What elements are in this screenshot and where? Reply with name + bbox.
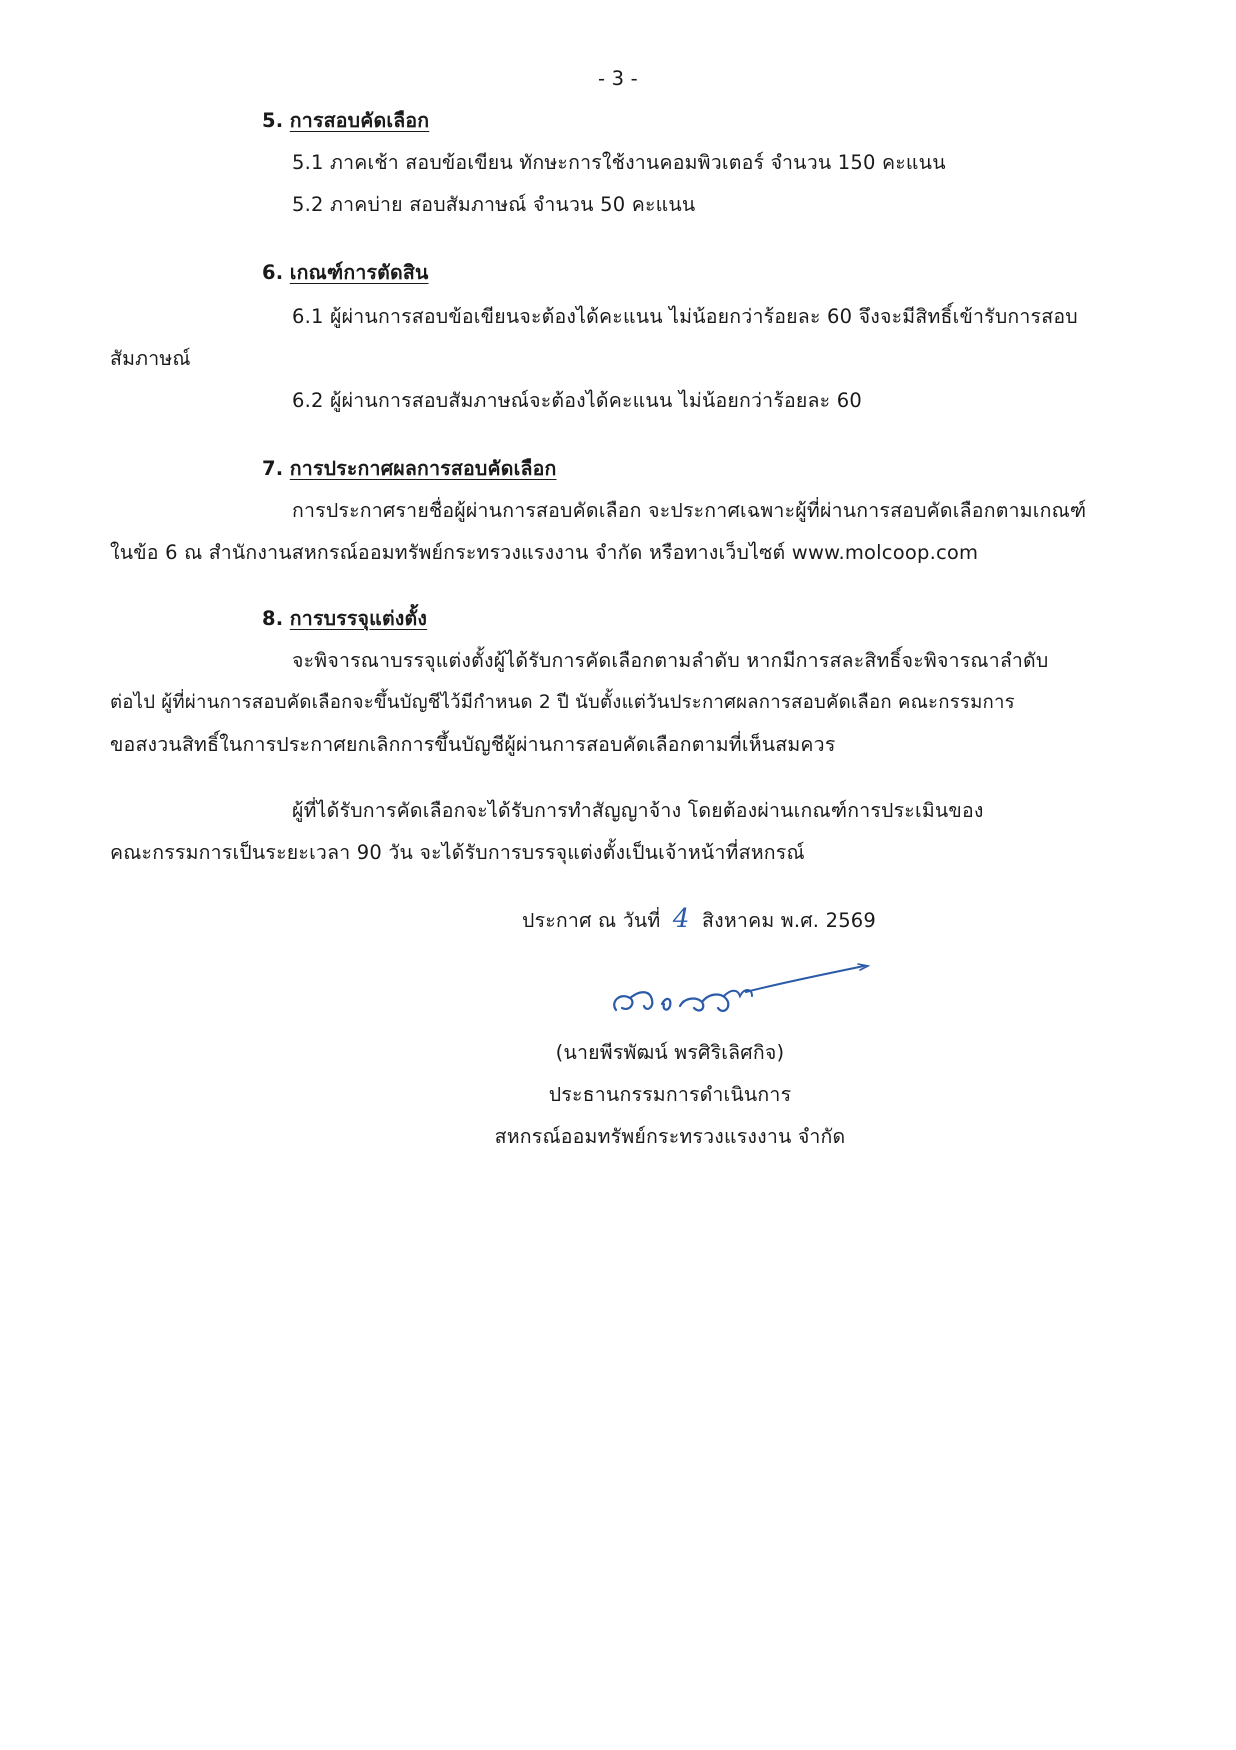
announcement-prefix: ประกาศ ณ วันที่ (522, 909, 661, 932)
section-number: 5. (262, 109, 284, 132)
section-8-heading (262, 606, 427, 632)
section-6-item-1: 6.1 ผู้ผ่านการสอบข้อเขียนจะต้องได้คะแนน ไม่น้อยกว่าร้อยละ 60 จึงจะมีสิทธิ์เข้ารับการสอบ (292, 305, 1078, 328)
section-number: 8. (262, 607, 284, 630)
section-title: การประกาศผลการสอบคัดเลือก (289, 457, 557, 480)
section-number: 6. (262, 261, 284, 284)
signatory-organization: สหกรณ์ออมทรัพย์กระทรวงแรงงาน จำกัด (494, 1125, 846, 1148)
section-number: 7. (262, 457, 284, 480)
section-8-line-1: จะพิจารณาบรรจุแต่งตั้งผู้ได้รับการคัดเลือกตามลำดับ หากมีการสละสิทธิ์จะพิจารณาลำดับ (292, 649, 1049, 672)
section-8-line-3: ขอสงวนสิทธิ์ในการประกาศยกเลิกการขึ้นบัญชีผู้ผ่านการสอบคัดเลือกตามที่เห็นสมควร (110, 733, 836, 756)
section-title: เกณฑ์การตัดสิน (289, 261, 429, 284)
announcement-date (522, 906, 876, 934)
section-7-line-2: ในข้อ 6 ณ สำนักงานสหกรณ์ออมทรัพย์กระทรวงแรงงาน จำกัด หรือทางเว็บไซต์ www.molcoop.com (110, 541, 979, 564)
section-6-item-1-continued: สัมภาษณ์ (110, 347, 191, 370)
section-8-line-2: ต่อไป ผู้ที่ผ่านการสอบคัดเลือกจะขึ้นบัญชีไว้มีกำหนด 2 ปี นับตั้งแต่วันประกาศผลการสอบคัดเลือก คณะกรรมการ (110, 692, 1015, 713)
signatory-position: ประธานกรรมการดำเนินการ (548, 1083, 792, 1106)
section-title: การสอบคัดเลือก (289, 109, 430, 132)
section-5-item-2: 5.2 ภาคบ่าย สอบสัมภาษณ์ จำนวน 50 คะแนน (292, 193, 696, 216)
section-title: การบรรจุแต่งตั้ง (289, 607, 428, 630)
signatory-name: (นายพีรพัฒน์ พรศิริเลิศกิจ) (555, 1041, 785, 1064)
section-5-item-1: 5.1 ภาคเช้า สอบข้อเขียน ทักษะการใช้งานคอมพิวเตอร์ จำนวน 150 คะแนน (292, 151, 946, 174)
signature-image (606, 962, 876, 1032)
page-number (0, 66, 1236, 92)
announcement-day-handwritten: 4 (672, 904, 690, 934)
closing-line-2: คณะกรรมการเป็นระยะเวลา 90 วัน จะได้รับการบรรจุแต่งตั้งเป็นเจ้าหน้าที่สหกรณ์ (110, 841, 805, 864)
section-7-heading (262, 456, 557, 482)
section-6-heading (262, 260, 429, 286)
announcement-suffix: สิงหาคม พ.ศ. 2569 (702, 909, 877, 932)
closing-line-1: ผู้ที่ได้รับการคัดเลือกจะได้รับการทำสัญญาจ้าง โดยต้องผ่านเกณฑ์การประเมินของ (292, 799, 984, 822)
page-number-text: - 3 - (598, 67, 638, 90)
section-6-item-2: 6.2 ผู้ผ่านการสอบสัมภาษณ์จะต้องได้คะแนน ไม่น้อยกว่าร้อยละ 60 (292, 389, 862, 412)
section-7-line-1: การประกาศรายชื่อผู้ผ่านการสอบคัดเลือก จะประกาศเฉพาะผู้ที่ผ่านการสอบคัดเลือกตามเกณฑ์ (292, 499, 1087, 522)
section-5-heading (262, 108, 429, 134)
